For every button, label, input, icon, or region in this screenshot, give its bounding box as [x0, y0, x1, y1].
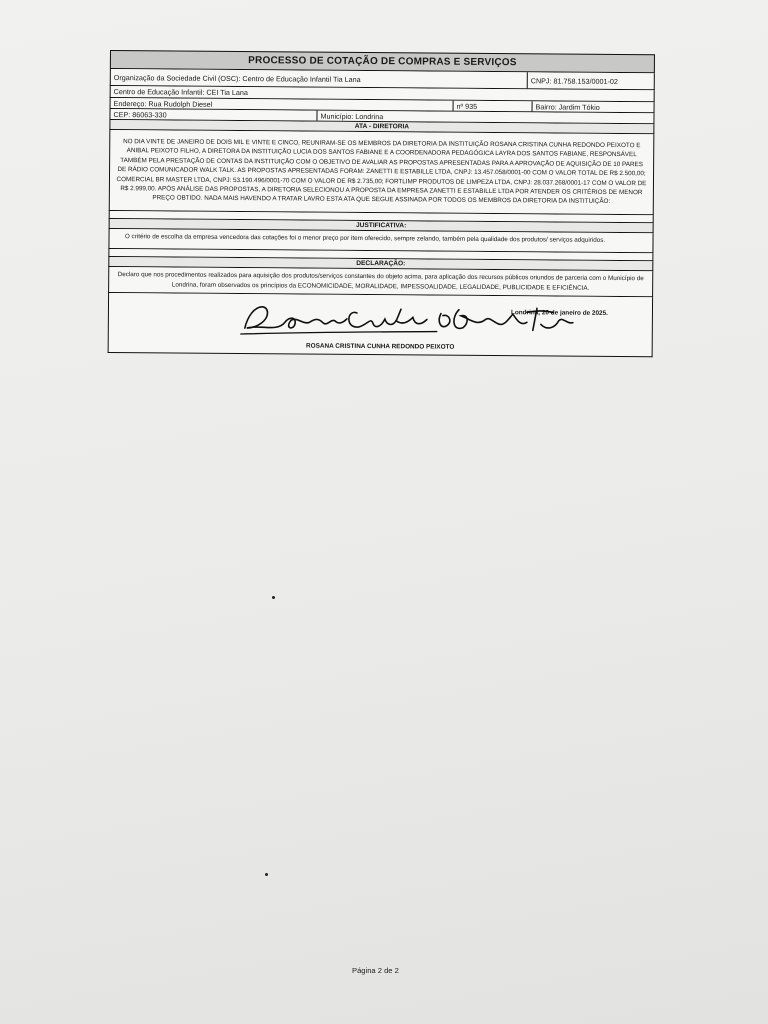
municipio-text: Município: Londrina [320, 111, 384, 121]
signature-date: Londrina, 20 de janeiro de 2025. [510, 309, 608, 317]
osc-field: Organização da Sociedade Civil (OSC): Centro de Educação Infantil Tia Lana [113, 72, 361, 84]
declaracao-text: Declaro que nos procedimentos realizados para aquisição dos produtos/serviços constantes do objeto acima, para aplicação dos recursos públicos oriundos de parceria com o Município de Londrina, foram observados os princípios da ECONOMICIDADE, MORALIDADE, IMPESSOALIDADE, LEGALIDADE, PUBLICIDADE E EFICIÊNCIA. [117, 271, 644, 292]
numero-field [453, 101, 532, 112]
quotation-form [108, 50, 655, 357]
endereco-field: Endereço: Rua Rudolph Diesel [113, 98, 213, 109]
bairro-field [532, 101, 654, 112]
signer-name: ROSANA CRISTINA CUNHA REDONDO PEIXOTO [305, 342, 455, 351]
form-title-text: PROCESSO DE COTAÇÃO DE COMPRAS E SERVIÇOS [248, 55, 517, 69]
signature-section [108, 293, 653, 357]
ata-section [109, 130, 655, 215]
cnpj-text: CNPJ: 81.758.153/0001-02 [530, 75, 618, 86]
stray-mark [272, 596, 275, 599]
bairro-text: Bairro: Jardim Tókio [535, 101, 600, 112]
ata-text: NO DIA VINTE DE JANEIRO DE DOIS MIL E VINTE E CINCO, REUNIRAM-SE OS MEMBROS DA DIRETORIA DA INSTITUIÇÃO ROSANA CRISTINA CUNHA REDONDO PEIXOTO E ANIBAL PEIXOTO FILHO, A DIRETORA DA INSTITUIÇÃO LUCIA DOS SANTOS FABIANE E A COORDENADORA PEDAGÓGICA LAYRA DOS SANTOS FABIANE, RESPONSÁVEL TAMBÉM PELA PRESTAÇÃO DE CONTAS DA INSTITUIÇÃO COM O OBJETIVO DE AVALIAR AS PROPOSTAS APRESENTADAS PARA A APROVAÇÃO DE AQUISIÇÃO DE 10 PARES DE RÁDIO COMUNICADOR WALK TALK. AS PROPOSTAS APRESENTADAS FORAM: ZANETTI E ESTABILLE LTDA, CNPJ: 13.457.058/0001-00 COM O VALOR TOTAL DE R$ 2.500,00; COMERCIAL BR MASTER LTDA, CNPJ: 53.190.496/0001-70 COM O VALOR DE R$ 2.735,00; FORTLIMP PRODUTOS DE LIMPEZA LTDA, CNPJ: 28.037.268/0001-17 COM O VALOR DE R$ 2.999,00. APÓS ANÁLISE DAS PROPOSTAS, A DIRETORIA SELECIONOU A PROPOSTA DA EMPRESA ZANETTI E ESTABILLE LTDA POR ATENDER OS CRITÉRIOS DE MENOR PREÇO OBTIDO. NADA MAIS HAVENDO A TRATAR LAVRO ESTA ATA QUE SEGUE ASSINADA POR TODOS OS MEMBROS DA DIRETORIA DA INSTITUIÇÃO: [116, 138, 647, 206]
justificativa-heading-text: JUSTIFICATIVA: [355, 221, 407, 230]
justificativa-text: O critério de escolha da empresa vencedora das cotações foi o menor preço por item oferecido, sempre zelando, também pela qualidade dos produtos/ serviços adquiridos. [124, 232, 606, 244]
page-number: Página 2 de 2 [352, 966, 399, 975]
handwritten-signature [237, 298, 577, 343]
numero-text: nº 935 [456, 101, 478, 111]
centro-field: Centro de Educação Infantil: CEI Tia Lana [113, 87, 248, 98]
ata-heading-text: ATA - DIRETORIA [354, 122, 410, 131]
stray-mark-2 [265, 873, 268, 876]
cnpj-field [527, 72, 654, 89]
cep-field: CEP: 86063-330 [113, 109, 167, 119]
declaracao-heading-text: DECLARAÇÃO: [356, 260, 406, 268]
